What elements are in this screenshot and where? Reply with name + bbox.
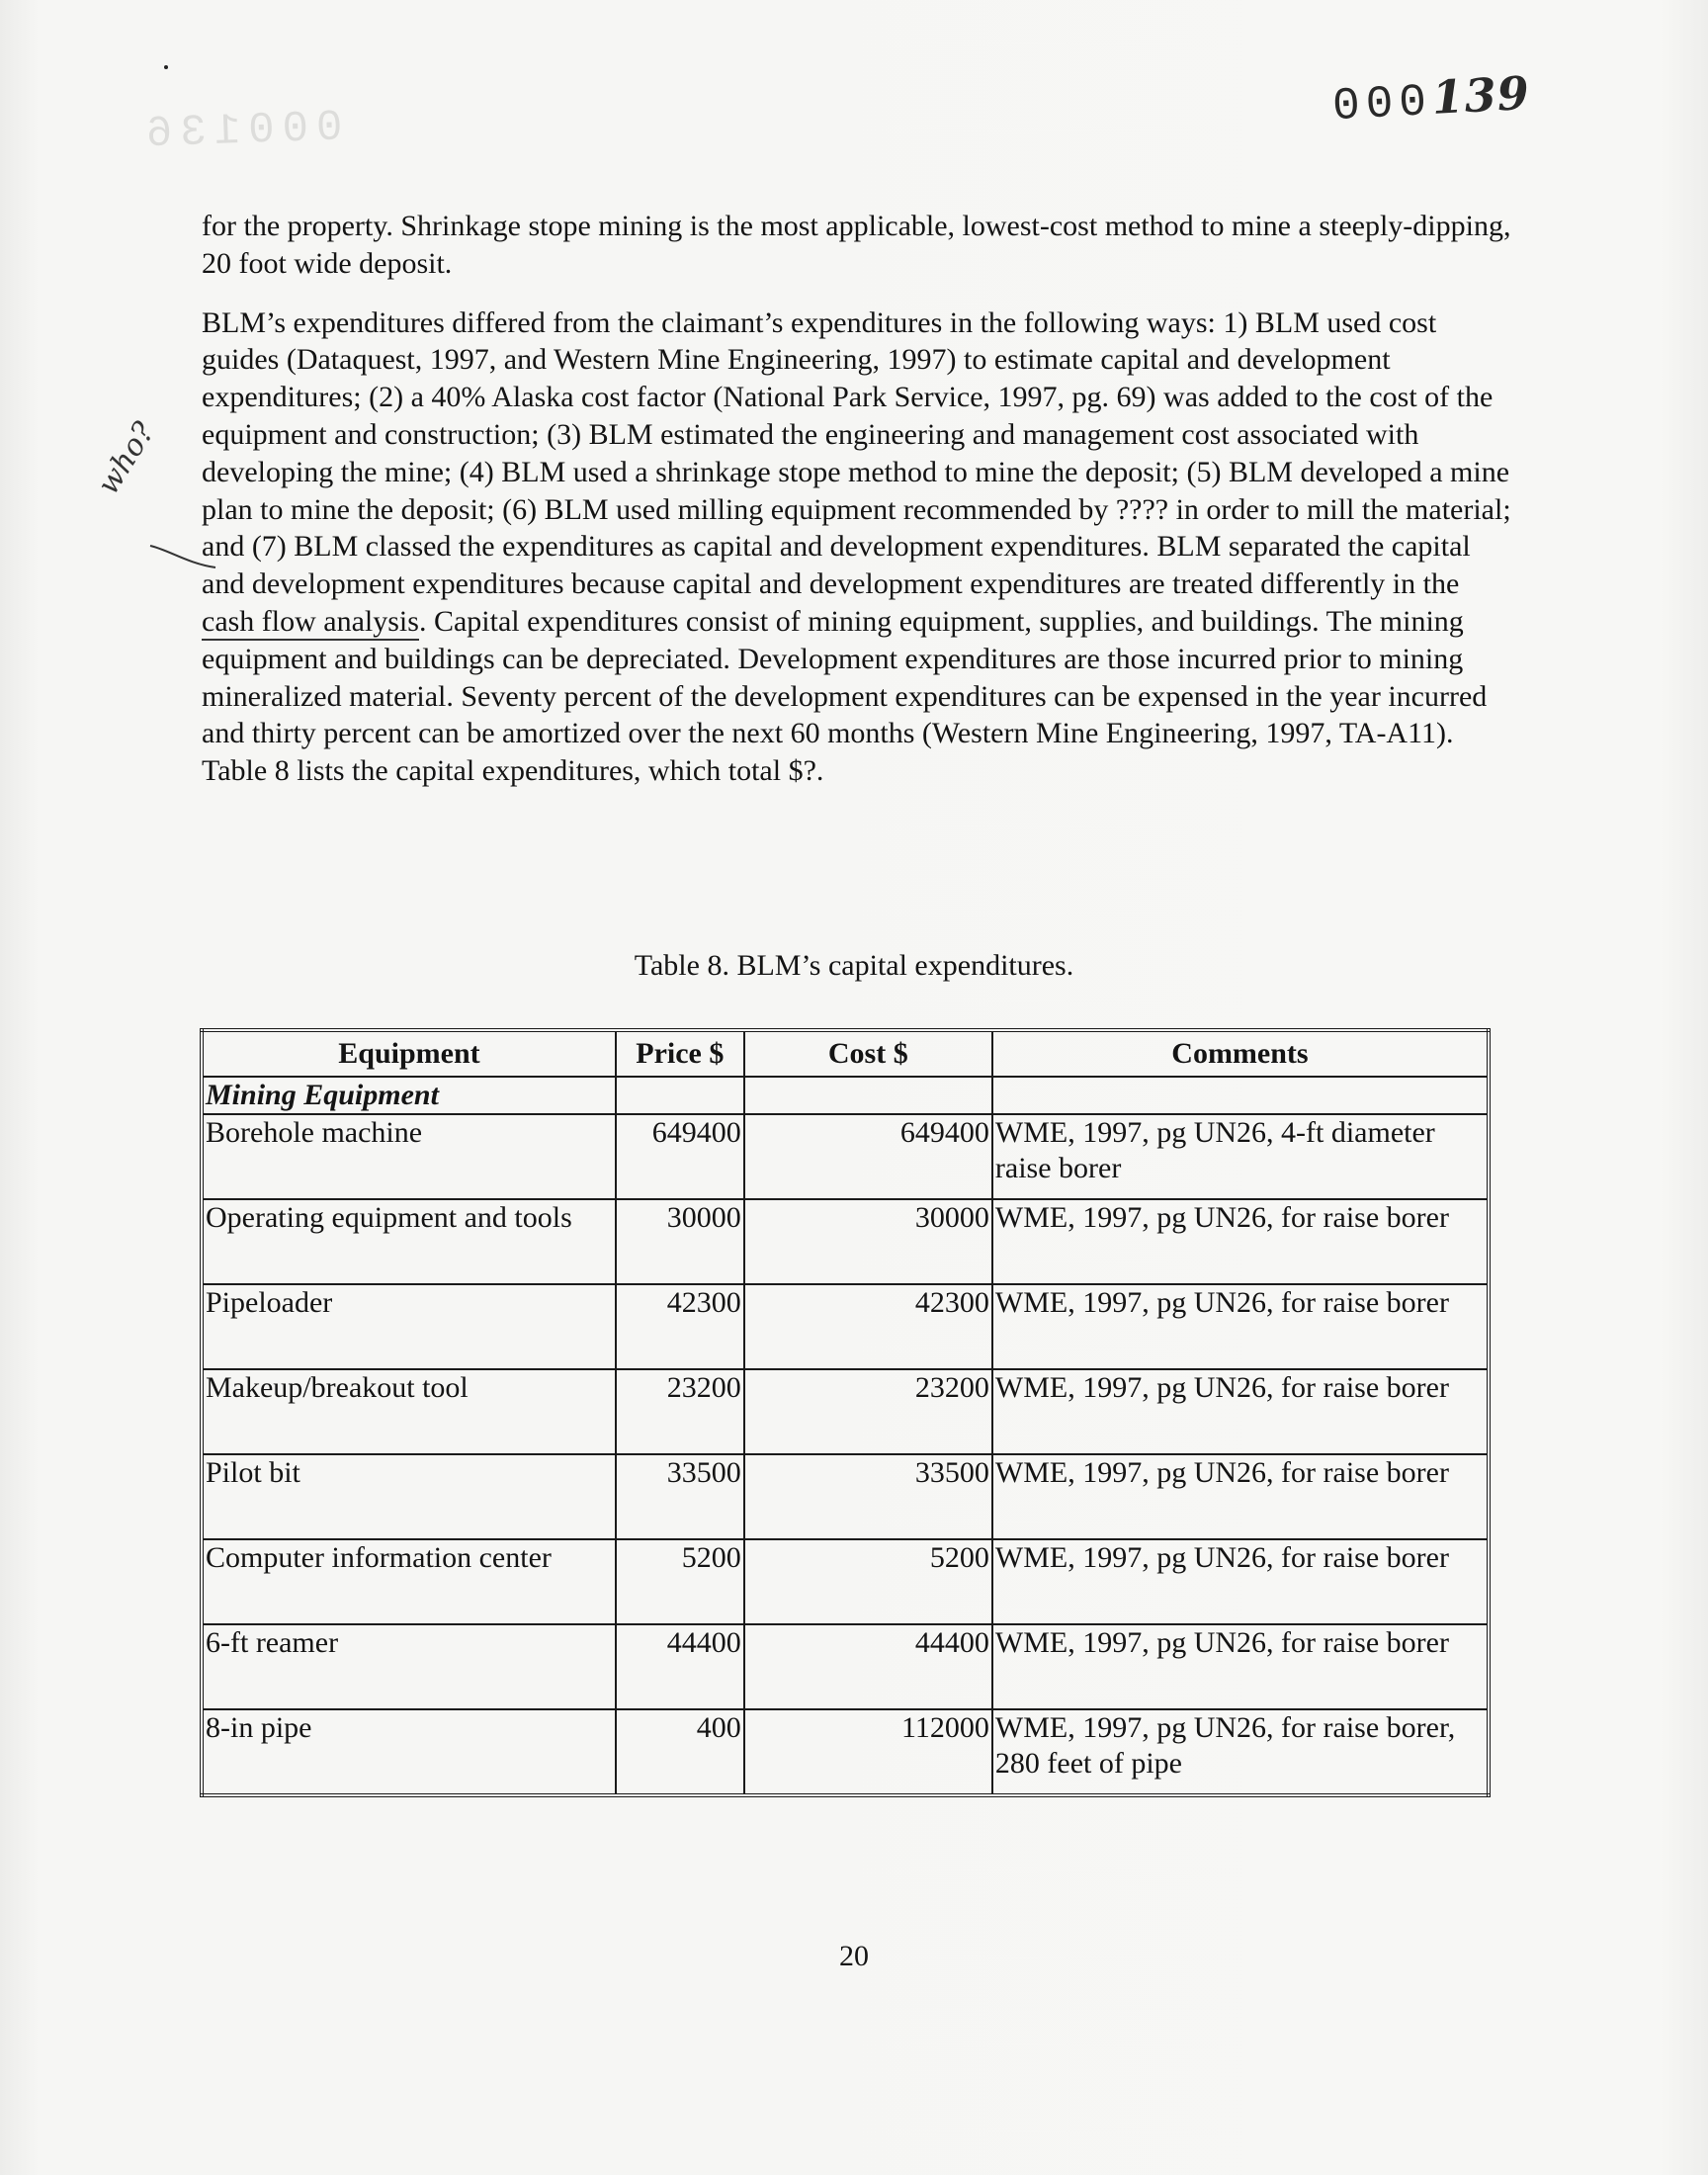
cell-comments: WME, 1997, pg UN26, for raise borer, 280 feet of pipe xyxy=(992,1709,1489,1795)
bleed-through-stamp: 000136 xyxy=(137,103,344,160)
handwritten-margin-note: who? xyxy=(91,415,162,501)
table-row xyxy=(202,1369,1489,1454)
cell-equipment: Pipeloader xyxy=(202,1284,616,1369)
paragraph-1: for the property. Shrinkage stope mining is the most applicable, lowest-cost method to mine a steeply-dipping, 20 foot wide deposit. xyxy=(202,210,1511,280)
cell-cost: 112000 xyxy=(744,1709,992,1795)
table-row xyxy=(202,1114,1489,1199)
cell-price: 44400 xyxy=(616,1624,744,1709)
table-row xyxy=(202,1539,1489,1624)
cell-price: 400 xyxy=(616,1709,744,1795)
body-text xyxy=(202,208,1516,812)
capital-expenditures-table xyxy=(200,1028,1491,1797)
scan-speck xyxy=(164,65,168,69)
page-number: 20 xyxy=(839,1940,869,1972)
cell-equipment: Computer information center xyxy=(202,1539,616,1624)
cell-equipment: 8-in pipe xyxy=(202,1709,616,1795)
header-comments: Comments xyxy=(992,1030,1489,1077)
cell-price: 42300 xyxy=(616,1284,744,1369)
cell-cost: 30000 xyxy=(744,1199,992,1284)
table-row xyxy=(202,1199,1489,1284)
cell-cost: 5200 xyxy=(744,1539,992,1624)
section-empty-cell xyxy=(992,1077,1489,1114)
cell-comments: WME, 1997, pg UN26, for raise borer xyxy=(992,1369,1489,1454)
table-row xyxy=(202,1284,1489,1369)
cell-equipment: Pilot bit xyxy=(202,1454,616,1539)
cell-comments: WME, 1997, pg UN26, for raise borer xyxy=(992,1199,1489,1284)
cell-price: 33500 xyxy=(616,1454,744,1539)
cell-comments: WME, 1997, pg UN26, for raise borer xyxy=(992,1454,1489,1539)
table-section-row xyxy=(202,1077,1489,1114)
cell-equipment: Makeup/breakout tool xyxy=(202,1369,616,1454)
paragraph-2 xyxy=(202,304,1516,790)
table-header-row xyxy=(202,1030,1489,1077)
cell-equipment: Borehole machine xyxy=(202,1114,616,1199)
cell-comments: WME, 1997, pg UN26, 4-ft diameter raise borer xyxy=(992,1114,1489,1199)
bates-stamp-handwritten: 139 xyxy=(1430,65,1532,125)
section-empty-cell xyxy=(744,1077,992,1114)
cell-equipment: Operating equipment and tools xyxy=(202,1199,616,1284)
cell-comments: WME, 1997, pg UN26, for raise borer xyxy=(992,1539,1489,1624)
paragraph-2-part-2: . Capital expenditures consist of mining equipment, supplies, and buildings. The mining equipment and buildings can be depreciated. Development expenditures are those incurred prior to mining mineralized material. Seventy percent of the development expenditures can be expensed in the year incurred and thirty percent can be amortized over the next 60 months (Western Mine Engineering, 1997, TA-A11). Table 8 lists the capital expenditures, which total $?. xyxy=(202,604,1488,788)
cell-equipment: 6-ft reamer xyxy=(202,1624,616,1709)
section-label: Mining Equipment xyxy=(202,1077,616,1114)
table-row xyxy=(202,1624,1489,1709)
header-price: Price $ xyxy=(616,1030,744,1077)
cell-cost: 33500 xyxy=(744,1454,992,1539)
table-row xyxy=(202,1454,1489,1539)
table-caption: Table 8. BLM’s capital expenditures. xyxy=(634,949,1074,982)
bates-stamp xyxy=(1331,66,1532,132)
cell-price: 649400 xyxy=(616,1114,744,1199)
cell-price: 30000 xyxy=(616,1199,744,1284)
cell-cost: 44400 xyxy=(744,1624,992,1709)
cell-cost: 42300 xyxy=(744,1284,992,1369)
table-row xyxy=(202,1709,1489,1795)
section-empty-cell xyxy=(616,1077,744,1114)
cell-comments: WME, 1997, pg UN26, for raise borer xyxy=(992,1624,1489,1709)
cell-cost: 23200 xyxy=(744,1369,992,1454)
header-cost: Cost $ xyxy=(744,1030,992,1077)
cell-price: 5200 xyxy=(616,1539,744,1624)
underlined-phrase: cash flow analysis xyxy=(202,605,419,641)
header-equipment: Equipment xyxy=(202,1030,616,1077)
cell-cost: 649400 xyxy=(744,1114,992,1199)
cell-comments: WME, 1997, pg UN26, for raise borer xyxy=(992,1284,1489,1369)
bates-stamp-prefix: 000 xyxy=(1331,75,1434,133)
cell-price: 23200 xyxy=(616,1369,744,1454)
paragraph-2-part-1: BLM’s expenditures differed from the claimant’s expenditures in the following ways: 1) BLM used cost guides (Dataquest, 1997, and Western Mine Engineering, 1997) to estimate capital and development expenditures; (2) a 40% Alaska cost factor (National Park Service, 1997, pg. 69) was added to the cost of the equipment and construction; (3) BLM estimated the engineering and management cost associated with developing the mine; (4) BLM used a shrinkage stope method to mine the deposit; (5) BLM developed a mine plan to mine the deposit; (6) BLM used milling equipment recommended by ???? in order to mill the material; and (7) BLM classed the expenditures as capital and development expenditures. BLM separated the capital and development expenditures because capital and development expenditures are treated differently in the xyxy=(202,305,1511,601)
